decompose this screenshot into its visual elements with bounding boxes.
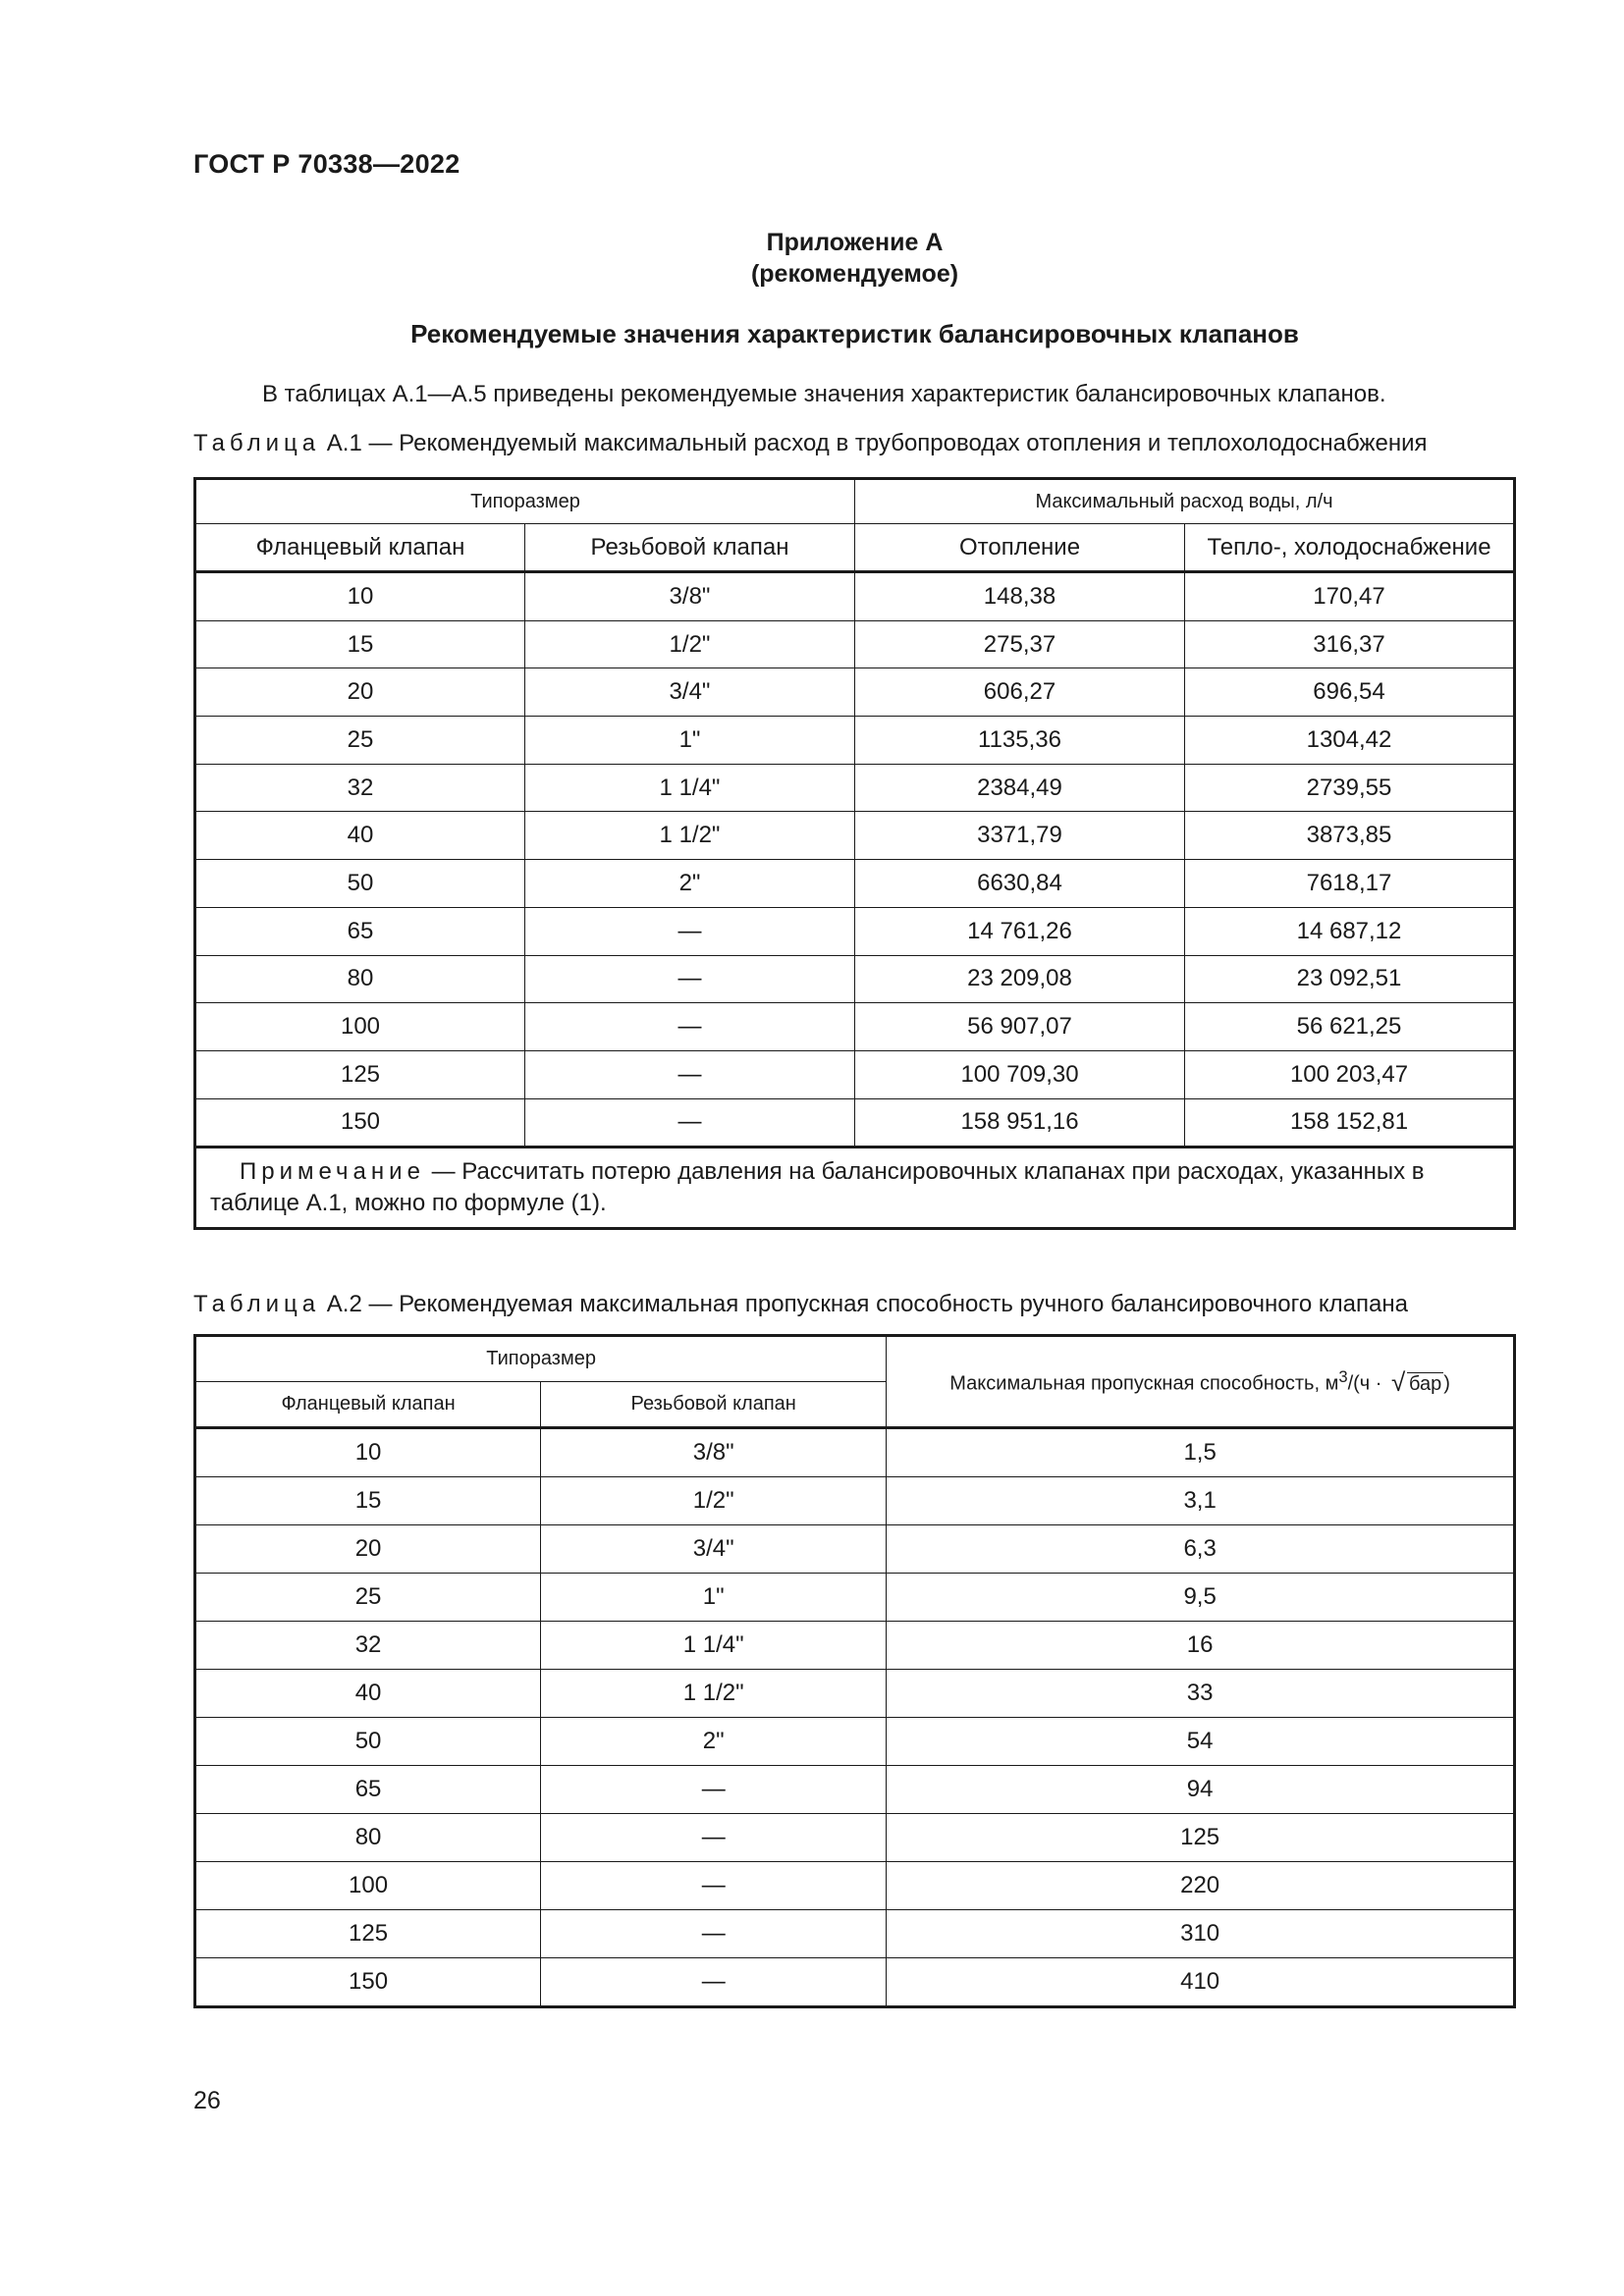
table-row [195,717,1515,765]
table-cell: — [541,1814,887,1862]
table1-col-heating: Отопление [855,524,1185,572]
table-cell: 6630,84 [855,860,1185,908]
table-row [195,1574,1515,1622]
table2-col-threaded: Резьбовой клапан [541,1382,887,1428]
table-a2 [193,1334,1516,2008]
table-row [195,572,1515,621]
capacity-unit-exponent: 3 [1338,1367,1348,1387]
table-cell: 15 [195,620,525,668]
table-cell: 56 621,25 [1185,1003,1515,1051]
table-cell: 310 [887,1910,1515,1958]
table-cell: 606,27 [855,668,1185,717]
table2-group-header-size: Типоразмер [195,1336,887,1382]
table1-caption-text: А.1 — Рекомендуемый максимальный расход в трубопроводах отопления и теплохолодоснабжения [320,430,1428,456]
table-cell: 150 [195,1098,525,1148]
table-cell: 220 [887,1862,1515,1910]
intro-paragraph: В таблицах А.1—А.5 приведены рекомендуемые значения характеристик балансировочных клапанов. [262,381,1386,407]
table-cell: 158 951,16 [855,1098,1185,1148]
table-cell: 3/8" [541,1428,887,1477]
table-cell: — [541,1910,887,1958]
table-row [195,1718,1515,1766]
note-text: — Рассчитать потерю давления на балансировочных клапанах при расходах, указанных в таблице А.1, можно по формуле (1). [210,1158,1425,1217]
capacity-unit-root: бар [1409,1372,1442,1395]
table-cell: 14 761,26 [855,907,1185,955]
table-cell: 2" [541,1718,887,1766]
table-row [195,1003,1515,1051]
table-cell: 1 1/2" [525,812,855,860]
page-number: 26 [193,2087,221,2114]
square-root-icon: √ бар [1391,1366,1442,1397]
table-cell: — [525,907,855,955]
table-cell: 2" [525,860,855,908]
table-cell: 1/2" [541,1477,887,1525]
standard-code: ГОСТ Р 70338—2022 [193,149,460,179]
table-row [195,1862,1515,1910]
section-title: Рекомендуемые значения характеристик балансировочных клапанов [410,319,1299,348]
table-cell: 80 [195,955,525,1003]
table-cell: 15 [195,1477,541,1525]
table-cell: 1 1/2" [541,1670,887,1718]
table-cell: 3371,79 [855,812,1185,860]
table2-caption-text: А.2 — Рекомендуемая максимальная пропускная способность ручного балансировочного клапана [320,1291,1408,1317]
table1-caption [193,430,1428,457]
capacity-unit-mid: /(ч · [1347,1372,1388,1395]
appendix-title: Приложение А [766,229,944,256]
table-row [195,860,1515,908]
table-cell: 50 [195,1718,541,1766]
table-cell: — [525,1003,855,1051]
table-cell: 16 [887,1622,1515,1670]
table-cell: 50 [195,860,525,908]
table-cell: 3/4" [525,668,855,717]
table-cell: 10 [195,1428,541,1477]
table-cell: 25 [195,1574,541,1622]
table2-caption-word: Таблица [193,1291,321,1317]
table-cell: 14 687,12 [1185,907,1515,955]
table-row [195,1766,1515,1814]
table1-group-header-size: Типоразмер [195,479,855,524]
table-cell: — [525,1098,855,1148]
table-cell: 94 [887,1766,1515,1814]
table-cell: — [525,1050,855,1098]
table1-group-header-flow: Максимальный расход воды, л/ч [855,479,1515,524]
table-cell: 410 [887,1958,1515,2007]
table-cell: 33 [887,1670,1515,1718]
table-cell: 20 [195,1525,541,1574]
table-cell: 1/2" [525,620,855,668]
table-cell: 150 [195,1958,541,2007]
table-cell: 10 [195,572,525,621]
table2-col-flanged: Фланцевый клапан [195,1382,541,1428]
table-row [195,1670,1515,1718]
table-cell: 1" [541,1574,887,1622]
table-cell: 23 209,08 [855,955,1185,1003]
note-word: Примечание [240,1158,425,1186]
table-cell: 25 [195,717,525,765]
table-cell: 1304,42 [1185,717,1515,765]
table-cell: 6,3 [887,1525,1515,1574]
table-cell: 65 [195,1766,541,1814]
table-cell: 54 [887,1718,1515,1766]
table-cell: 170,47 [1185,572,1515,621]
table-cell: 100 [195,1003,525,1051]
table-cell: 125 [195,1910,541,1958]
table-cell: 100 [195,1862,541,1910]
table-cell: 3/4" [541,1525,887,1574]
table-row [195,1050,1515,1098]
table-row [195,1814,1515,1862]
table1-col-flanged: Фланцевый клапан [195,524,525,572]
table1-col-threaded: Резьбовой клапан [525,524,855,572]
table-cell: 80 [195,1814,541,1862]
table-row [195,764,1515,812]
table-cell: 125 [887,1814,1515,1862]
table-row [195,1622,1515,1670]
table-cell: 20 [195,668,525,717]
table-cell: 1 1/4" [541,1622,887,1670]
table-row [195,1910,1515,1958]
table-row [195,907,1515,955]
table-cell: 40 [195,812,525,860]
table-cell: 125 [195,1050,525,1098]
table-row [195,668,1515,717]
table1-note [195,1148,1515,1229]
table-cell: 1135,36 [855,717,1185,765]
table-row [195,1525,1515,1574]
table-cell: 32 [195,764,525,812]
table-cell: 158 152,81 [1185,1098,1515,1148]
table-a1 [193,477,1516,1230]
table-cell: 3873,85 [1185,812,1515,860]
table-cell: 275,37 [855,620,1185,668]
table-row [195,955,1515,1003]
table-row [195,1958,1515,2007]
capacity-unit-end: ) [1443,1372,1450,1395]
table-cell: 65 [195,907,525,955]
table-cell: 3,1 [887,1477,1515,1525]
table2-col-capacity [887,1336,1515,1428]
table-row [195,1428,1515,1477]
table1-col-heat-cold: Тепло-, холодоснабжение [1185,524,1515,572]
table-cell: 1,5 [887,1428,1515,1477]
table1-note-row [195,1148,1515,1229]
table-cell: — [541,1958,887,2007]
table-cell: 696,54 [1185,668,1515,717]
table-cell: 3/8" [525,572,855,621]
table-row [195,812,1515,860]
table-row [195,1098,1515,1148]
table-cell: — [525,955,855,1003]
table-cell: 148,38 [855,572,1185,621]
table-cell: 9,5 [887,1574,1515,1622]
table-cell: — [541,1766,887,1814]
table-cell: 2739,55 [1185,764,1515,812]
table-cell: 32 [195,1622,541,1670]
table-cell: 2384,49 [855,764,1185,812]
table-cell: 316,37 [1185,620,1515,668]
table-cell: 56 907,07 [855,1003,1185,1051]
table-row [195,1477,1515,1525]
table-cell: 23 092,51 [1185,955,1515,1003]
table-cell: 7618,17 [1185,860,1515,908]
table-row [195,620,1515,668]
capacity-label: Максимальная пропускная способность, м [949,1372,1339,1395]
table-cell: 100 203,47 [1185,1050,1515,1098]
table-cell: 1 1/4" [525,764,855,812]
table-cell: — [541,1862,887,1910]
table2-caption [193,1291,1408,1318]
table-cell: 100 709,30 [855,1050,1185,1098]
table-cell: 40 [195,1670,541,1718]
table1-caption-word: Таблица [193,430,321,456]
appendix-subtitle: (рекомендуемое) [750,260,959,288]
table-cell: 1" [525,717,855,765]
